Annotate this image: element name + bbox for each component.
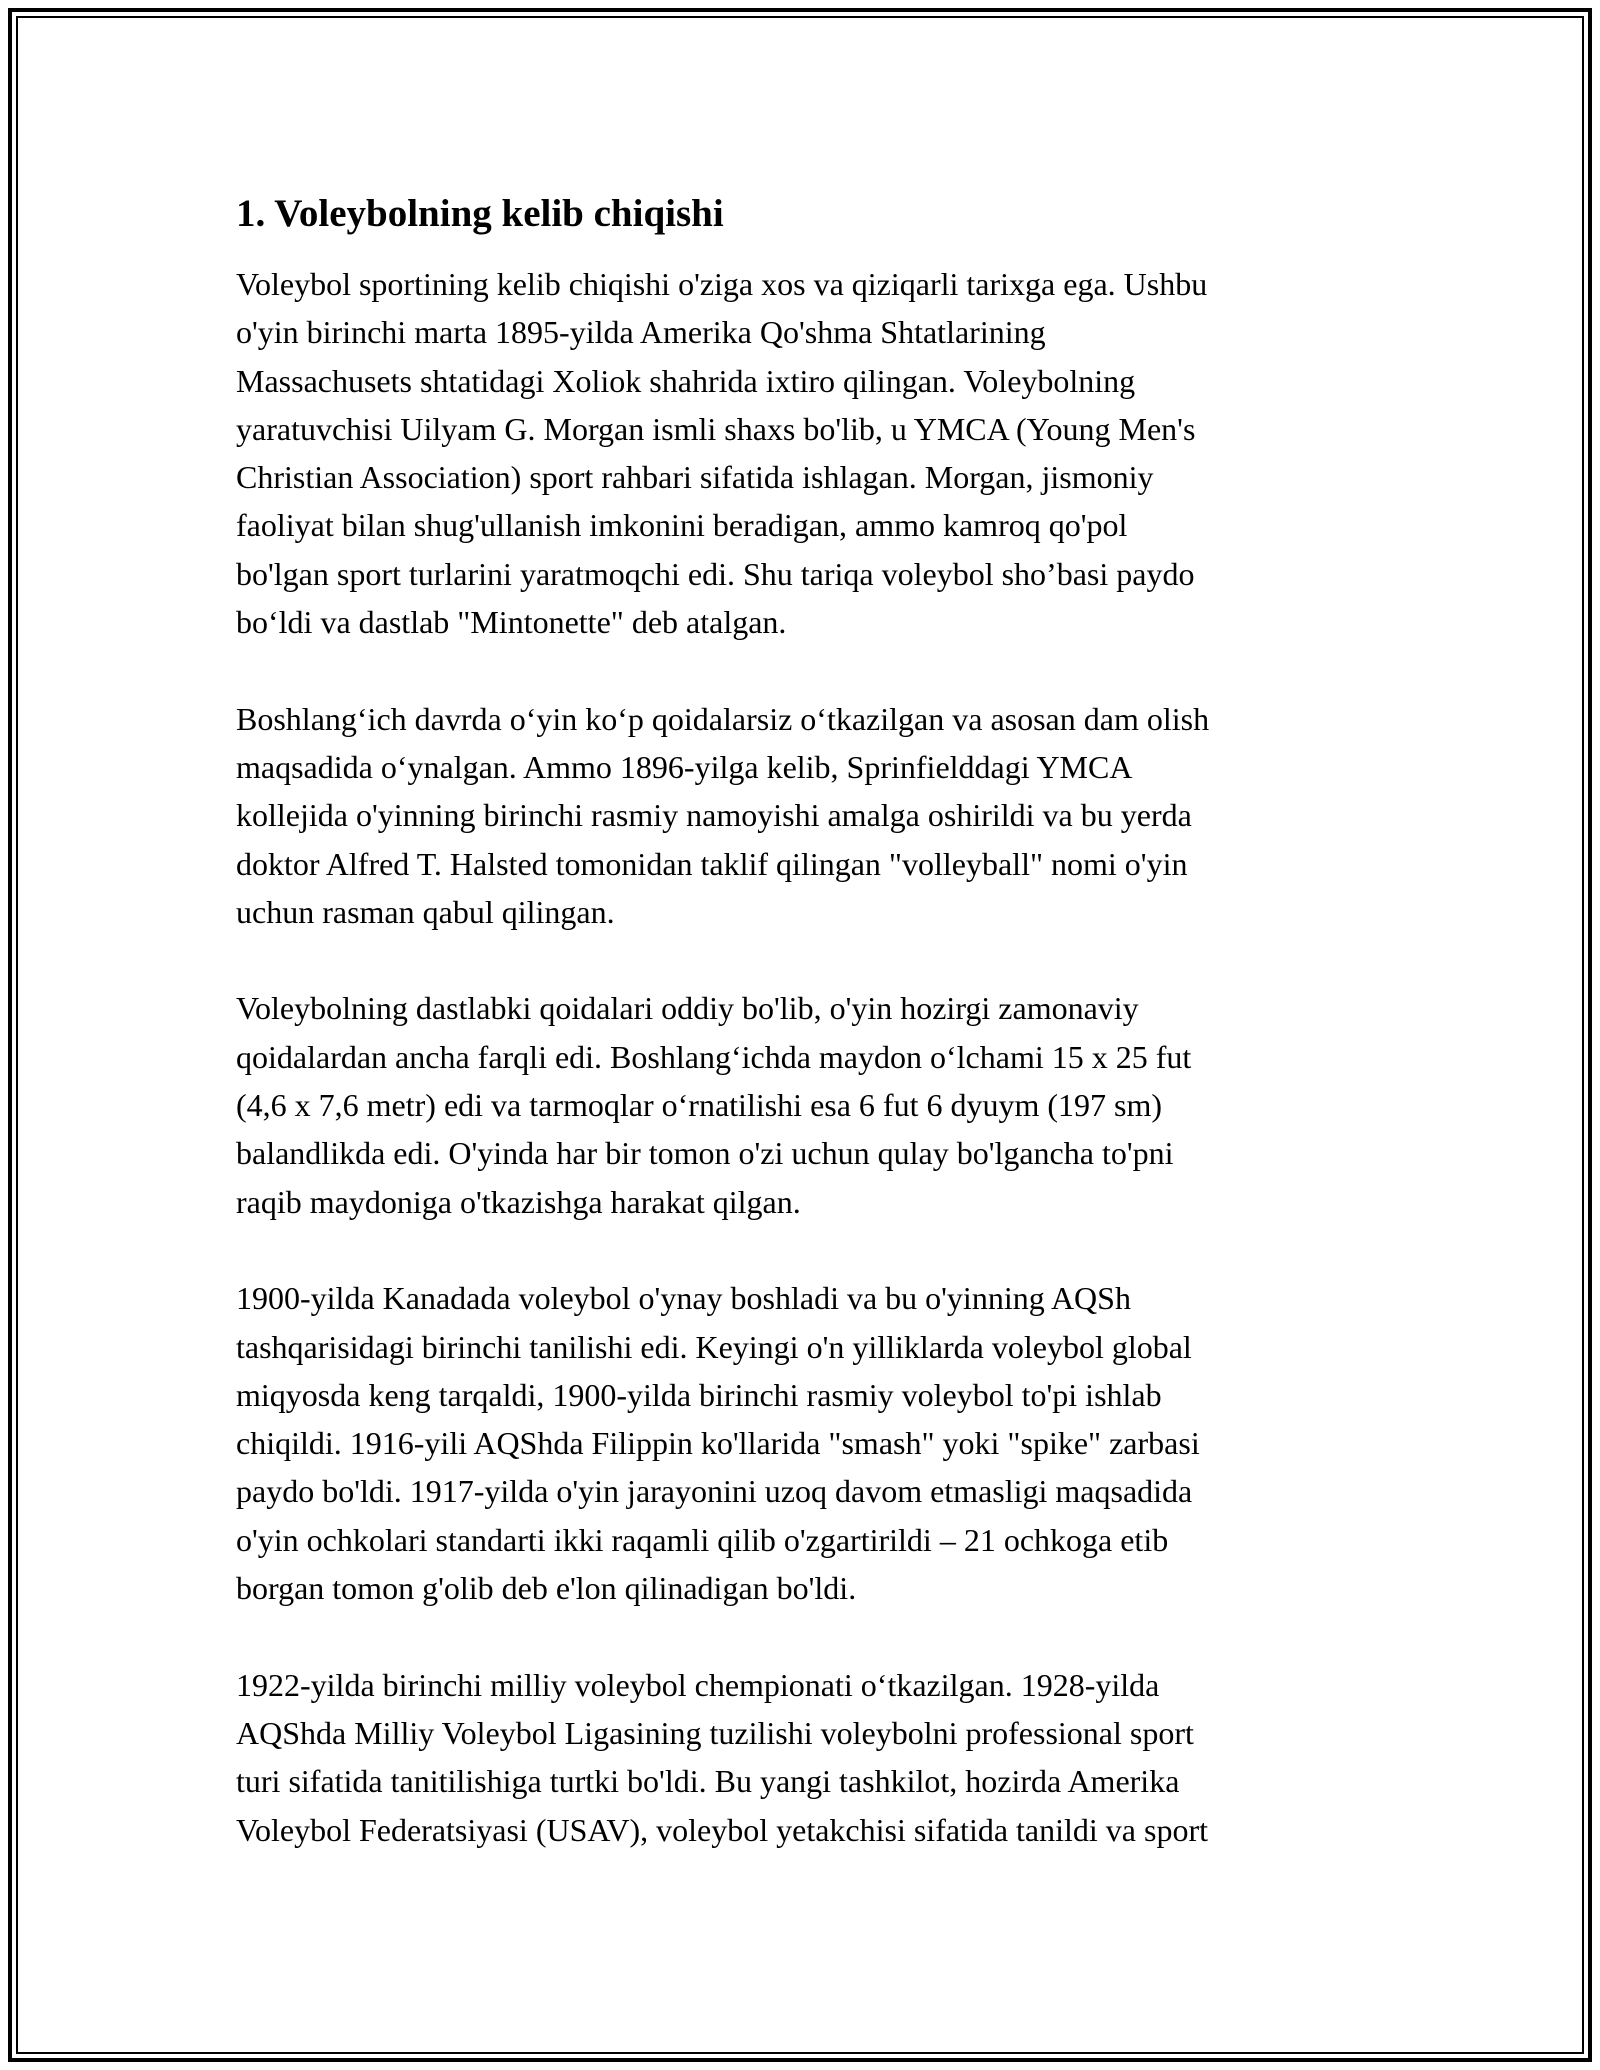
- document-page: [236, 188, 1366, 1902]
- paragraph-2: Boshlang‘ich davrda o‘yin ko‘p qoidalarsiz o‘tkazilgan va asosan dam olish maqsadida o‘ynalgan. Ammo 1896-yilga kelib, Sprinfielddagi YMCA kollejida o'yinning birinchi rasmiy namoyishi amalga oshirildi va bu yerda doktor Alfred T. Halsted tomonidan taklif qilingan "volleyball" nomi o'yin uchun rasman qabul qilingan.: [236, 700, 1210, 930]
- paragraph-3: Voleybolning dastlabki qoidalari oddiy bo'lib, o'yin hozirgi zamonaviy qoidalardan ancha farqli edi. Boshlang‘ichda maydon o‘lchami 15 x 25 fut (4,6 x 7,6 metr) edi va tarmoqlar o‘rnatilishi esa 6 fut 6 dyuym (197 sm) balandlikda edi. O'yinda har bir tomon o'zi uchun qulay bo'lgancha to'pni raqib maydoniga o'tkazishga harakat qilgan.: [236, 990, 1192, 1220]
- paragraph-4: 1900-yilda Kanadada voleybol o'ynay boshladi va bu o'yinning AQSh tashqarisidagi birinchi tanilishi edi. Keyingi o'n yilliklarda voleybol global miqyosda keng tarqaldi, 1900-yilda birinchi rasmiy voleybol to'pi ishlab chiqildi. 1916-yili AQShda Filippin ko'llarida "smash" yoki "spike" zarbasi paydo bo'ldi. 1917-yilda o'yin jarayonini uzoq davom etmasligi maqsadida o'yin ochkolari standarti ikki raqamli qilib o'zgartirildi – 21 ochkoga etib borgan tomon g'olib deb e'lon qilinadigan bo'ldi.: [236, 1280, 1200, 1607]
- section-heading: 1. Voleybolning kelib chiqishi: [236, 192, 724, 235]
- paragraph-5: 1922-yilda birinchi milliy voleybol chempionati o‘tkazilgan. 1928-yilda AQShda Milliy Voleybol Ligasining tuzilishi voleybolni professional sport turi sifatida tanitilishiga turtki bo'ldi. Bu yangi tashkilot, hozirda Amerika Voleybol Federatsiyasi (USAV), voleybol yetakchisi sifatida tanildi va sport: [236, 1666, 1208, 1848]
- paragraph-1: Voleybol sportining kelib chiqishi o'ziga xos va qiziqarli tarixga ega. Ushbu o'yin birinchi marta 1895-yilda Amerika Qo'shma Shtatlarining Massachusets shtatidagi Xoliok shahrida ixtiro qilingan. Voleybolning yaratuvchisi Uilyam G. Morgan ismli shaxs bo'lib, u YMCA (Young Men's Christian Association) sport rahbari sifatida ishlagan. Morgan, jismoniy faoliyat bilan shug'ullanish imkonini beradigan, ammo kamroq qo'pol bo'lgan sport turlarini yaratmoqchi edi. Shu tariqa voleybol sho’basi paydo bo‘ldi va dastlab "Mintonette" deb atalgan.: [236, 266, 1208, 641]
